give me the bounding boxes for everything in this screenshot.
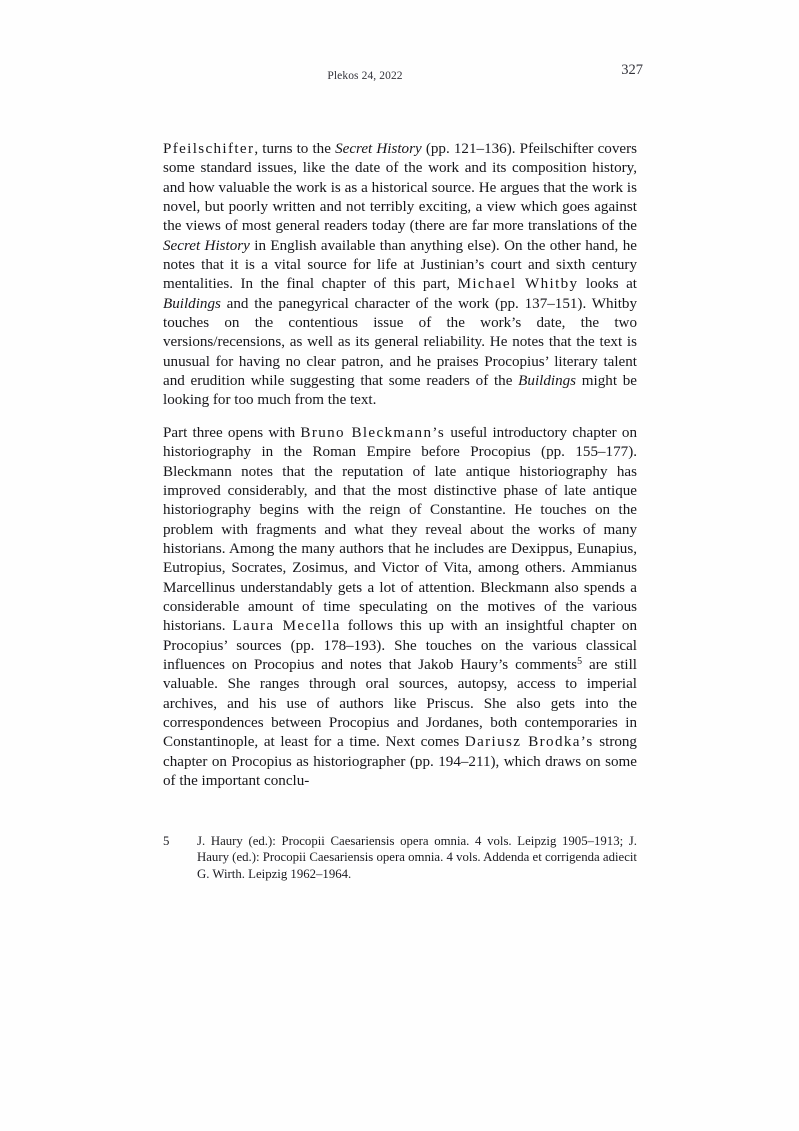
- text-run: , turns to the: [254, 141, 336, 157]
- footnote-reference[interactable]: 5: [577, 656, 583, 668]
- author-name: Laura Mecella: [232, 618, 341, 635]
- italic-title: Buildings: [518, 373, 577, 390]
- body-paragraph: [163, 140, 637, 411]
- author-name: Dariusz Brodka’s: [464, 734, 594, 751]
- text-run: and the panegyrical character of the work (pp. 137–151). Whitby touches on the contentious issue of the work’s date, the two versions/recensions, as well as its general reliability. He notes that the text is unusual for having no clear patron, and he praises Procopius’ literary talent and erudition while suggesting that some readers of the: [163, 295, 637, 390]
- author-name: Pfeilschifter: [163, 141, 255, 157]
- author-name: Bruno Bleckmann’s: [300, 424, 446, 441]
- running-head: [163, 62, 643, 88]
- text-run: (pp. 121–136). Pfeilschifter covers some standard issues, like the date of the work and its composition history, and how valuable the work is as a historical source. He argues that the work is novel, but poorly written and not terribly exciting, a view which goes against the views of most general readers today (there are far more translations of the: [163, 141, 637, 235]
- footnote-apparatus: [163, 833, 637, 882]
- italic-title: Secret History: [335, 141, 422, 157]
- text-run: Part three opens with: [163, 424, 301, 441]
- italic-title: Secret History: [163, 237, 250, 254]
- body-paragraph: [163, 424, 637, 792]
- text-run: are still valuable. She ranges through oral sources, autopsy, access to imperial archives, and his use of authors like Priscus. She also gets into the correspondences between Procopius and Jordanes, both contemporaries in Constantinople, at least for a time. Next comes: [163, 656, 638, 751]
- footnote-entry: [163, 833, 637, 882]
- body-text-column: [163, 140, 637, 791]
- text-run: might be looking for too much from the text.: [163, 373, 638, 409]
- page-number: 327: [621, 62, 643, 78]
- text-run: follows this up with an insightful chapter on Procopius’ sources (pp. 178–193). She touches on the various classical influences on Procopius and notes that Jakob Haury’s comments: [163, 618, 637, 673]
- author-name: Michael Whitby: [457, 276, 579, 293]
- running-head-journal: Plekos 24, 2022: [327, 70, 403, 82]
- footnote-marker: 5: [163, 834, 170, 848]
- footnote-text: J. Haury (ed.): Procopii Caesariensis opera omnia. 4 vols. Leipzig 1905–1913; J. Haury (ed.): Procopii Caesariensis opera omnia. 4 vols. Addenda et corrigenda adiecit G. Wirth. Leipzig 1962–1964.: [197, 834, 637, 881]
- text-run: looks at: [578, 276, 637, 293]
- text-run: useful introductory chapter on historiography in the Roman Empire before Procopius (pp. 155–177). Bleckmann notes that the reputation of late antique historiography has improved considerably, and that the most distinctive phase of late antique historiography begins with the reign of Constantine. He touches on the problem with fragments and what they reveal about the works of many historians. Among the many authors that he includes are Dexippus, Eunapius, Eutropius, Socrates, Zosimus, and Victor of Vita, among others. Ammianus Marcellinus understandably gets a lot of attention. Bleckmann also spends a considerable amount of time speculating on the motives of the various historians.: [163, 424, 638, 635]
- italic-title: Buildings: [163, 295, 221, 312]
- text-run: strong chapter on Procopius as historiographer (pp. 194–211), which draws on some of the important conclu-: [163, 734, 637, 789]
- text-run: in English available than anything else). On the other hand, he notes that it is a vital source for life at Justinian’s court and sixth century mentalities. In the final chapter of this part,: [163, 237, 637, 293]
